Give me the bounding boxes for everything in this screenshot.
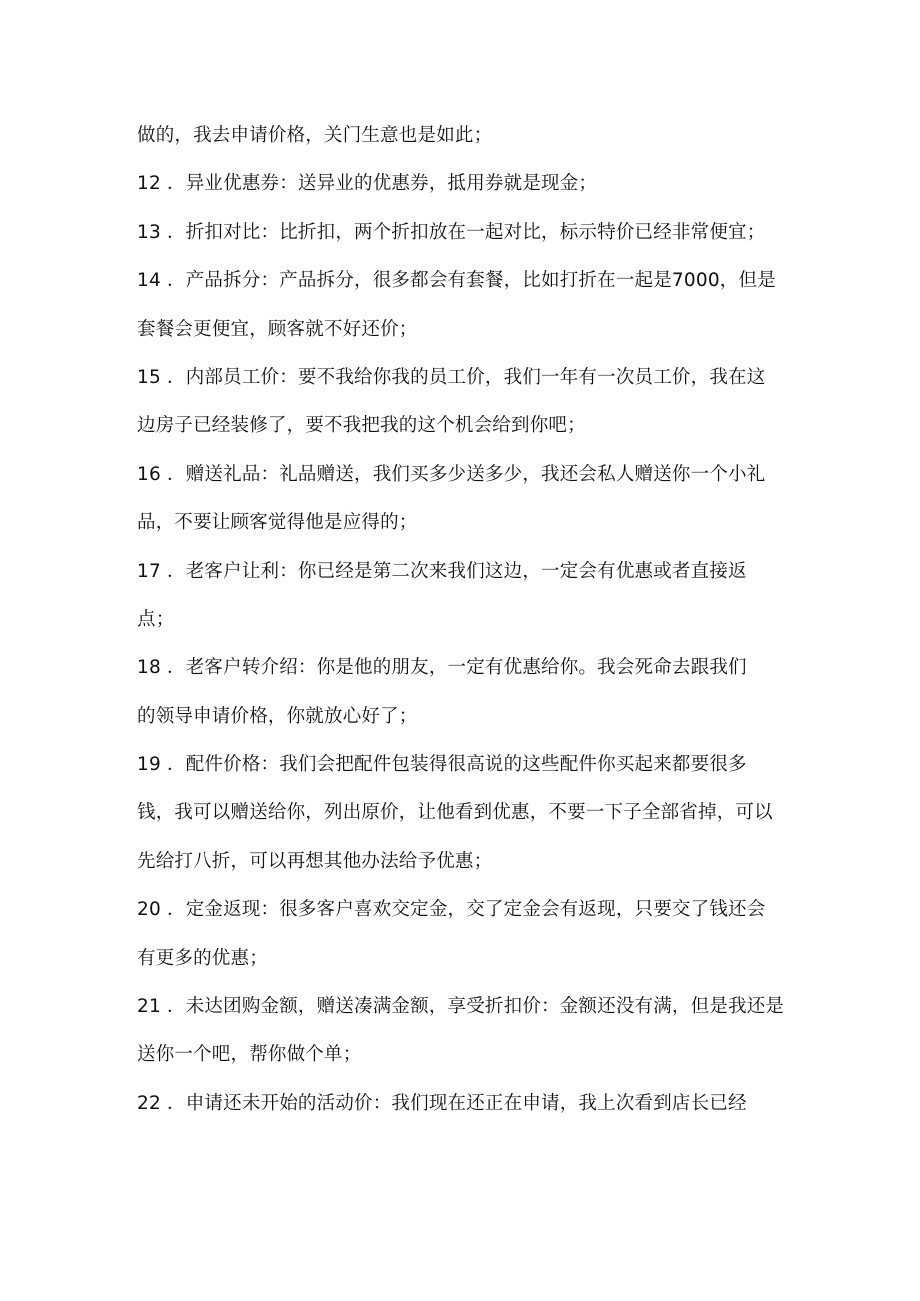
text-line: 17 ．老客户让利：你已经是第二次来我们这边，一定会有优惠或者直接返	[137, 560, 747, 582]
text-line: 钱，我可以赠送给你，列出原价，让他看到优惠，不要一下子全部省掉，可以	[137, 802, 773, 824]
text-line: 21 ．未达团购金额，赠送凑满金额，享受折扣价：金额还没有满，但是我还是	[137, 996, 785, 1018]
text-line: 品，不要让顾客觉得他是应得的；	[137, 512, 418, 534]
text-line: 套餐会更便宜，顾客就不好还价；	[137, 318, 418, 340]
text-line: 边房子已经装修了，要不我把我的这个机会给到你吧；	[137, 415, 586, 437]
text-line: 18 ．老客户转介绍：你是他的朋友，一定有优惠给你。我会死命去跟我们	[137, 657, 747, 679]
text-line: 点；	[137, 608, 175, 630]
text-line: 13 ．折扣对比：比折扣，两个折扣放在一起对比，标示特价已经非常便宜；	[137, 221, 766, 243]
text-line: 20 ．定金返现：很多客户喜欢交定金，交了定金会有返现，只要交了钱还会	[137, 899, 766, 921]
text-line: 12 ．异业优惠券：送异业的优惠券，抵用券就是现金；	[137, 173, 598, 195]
text-line: 15 ．内部员工价：要不我给你我的员工价，我们一年有一次员工价，我在这	[137, 366, 766, 388]
text-line: 有更多的优惠；	[137, 947, 268, 969]
text-line: 的领导申请价格，你就放心好了；	[137, 705, 418, 727]
text-line: 做的，我去申请价格，关门生意也是如此；	[137, 125, 493, 146]
text-line: 送你一个吧，帮你做个单；	[137, 1044, 362, 1066]
text-line: 16 ．赠送礼品：礼品赠送，我们买多少送多少，我还会私人赠送你一个小礼	[137, 463, 766, 485]
text-line: 22 ．申请还未开始的活动价：我们现在还正在申请，我上次看到店长已经	[137, 1092, 747, 1114]
text-line: 19 ．配件价格：我们会把配件包装得很高说的这些配件你买起来都要很多	[137, 754, 747, 776]
text-line: 先给打八折，可以再想其他办法给予优惠；	[137, 850, 493, 872]
text-line: 14 ．产品拆分：产品拆分，很多都会有套餐，比如打折在一起是7000，但是	[137, 270, 776, 292]
body-text	[137, 112, 785, 1128]
